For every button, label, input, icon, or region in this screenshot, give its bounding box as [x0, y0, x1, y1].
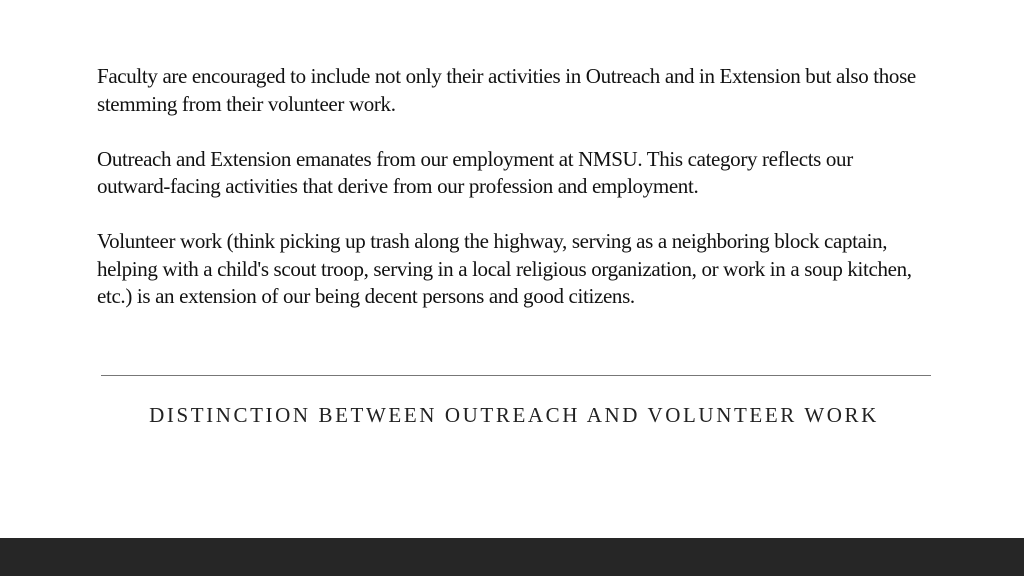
title-divider — [101, 375, 931, 376]
paragraph-volunteer-work: Volunteer work (think picking up trash along the highway, serving as a neighboring block captain, helping with a child's scout troop, serving in a local religious organization, or work in a soup kitchen, etc.) is an extension of our being decent persons and good citizens. — [97, 229, 912, 308]
slide-body — [97, 63, 927, 311]
paragraph-faculty-encouraged: Faculty are encouraged to include not only their activities in Outreach and in Extension but also those stemming from their volunteer work. — [97, 64, 916, 116]
footer-bar — [0, 538, 1024, 576]
paragraph-outreach-extension: Outreach and Extension emanates from our employment at NMSU. This category reflects our outward-facing activities that derive from our profession and employment. — [97, 146, 853, 198]
slide-title: DISTINCTION BETWEEN OUTREACH AND VOLUNTEER WORK — [149, 403, 879, 427]
